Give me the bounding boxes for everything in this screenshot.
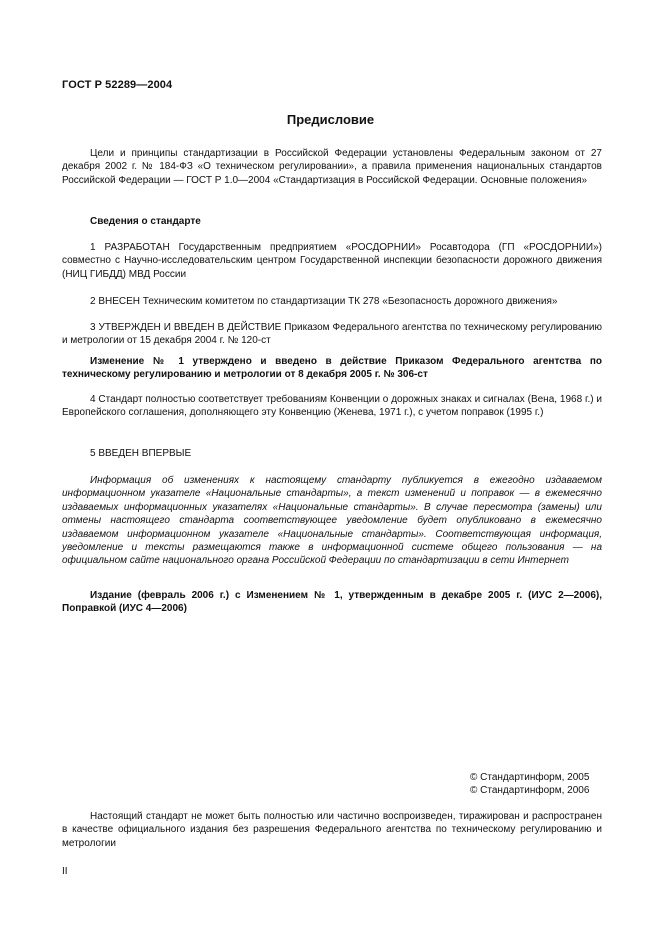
notice-paragraph: Информация об изменениях к настоящему стандарту публикуется в ежегодно издаваемом информационном указателе «Национальные стандарты», а текст изменений и поправок — в ежемесячно издаваемых информационных указателях «Национальные стандарты». В случае пересмотра (замены) или отмены настоящего стандарта соответствующее уведомление будет опубликовано в ежемесячно издаваемом информационном указателе «Национальные стандарты». Соответствующая информация, уведомление и тексты размещаются также в информационной системе общего пользования — на официальном сайте национального органа Российской Федерации по стандартизации в сети Интернет (62, 475, 602, 567)
paragraph-1: 1 РАЗРАБОТАН Государственным предприятием «РОСДОРНИИ» Росавтодора (ГП «РОСДОРНИИ») совместно с Научно-исследовательским центром Государственной инспекции безопасности дорожного движения (НИЦ ГИБДД) МВД России (62, 242, 602, 280)
amendment-paragraph: Изменение № 1 утверждено и введено в действие Приказом Федерального агентства по техническому регулированию и метрологии от 8 декабря 2005 г. № 306-ст (62, 356, 602, 381)
paragraph-2: 2 ВНЕСЕН Техническим комитетом по стандартизации ТК 278 «Безопасность дорожного движения» (90, 296, 558, 307)
copyright-block (470, 771, 589, 798)
page-title: Предисловие (286, 112, 375, 127)
edition-paragraph: Издание (февраль 2006 г.) с Изменением № 1, утвержденным в декабре 2005 г. (ИУС 2—2006), Поправкой (ИУС 4—2006) (62, 590, 602, 615)
paragraph-4: 4 Стандарт полностью соответствует требованиям Конвенции о дорожных знаках и сигналах (Вена, 1968 г.) и Европейского соглашения, дополняющего эту Конвенцию (Женева, 1971 г.), с учетом поправок (1995 г.) (62, 394, 602, 419)
paragraph-5: 5 ВВЕДЕН ВПЕРВЫЕ (90, 448, 192, 459)
copyright-line-1: © Стандартинформ, 2005 (470, 772, 590, 783)
paragraph-3: 3 УТВЕРЖДЕН И ВВЕДЕН В ДЕЙСТВИЕ Приказом Федерального агентства по техническому регулированию и метрологии от 15 декабря 2004 г. № 120-ст (62, 322, 602, 347)
page-number: II (62, 866, 68, 877)
info-heading: Сведения о стандарте (90, 216, 201, 227)
legal-notice: Настоящий стандарт не может быть полностью или частично воспроизведен, тиражирован и распространен в качестве официального издания без разрешения Федерального агентства по техническому регулированию и метрологии (62, 811, 602, 849)
intro-paragraph: Цели и принципы стандартизации в Российской Федерации установлены Федеральным законом от 27 декабря 2002 г. № 184-ФЗ «О техническом регулировании», а правила применения национальных стандартов Российской Федерации — ГОСТ Р 1.0—2004 «Стандартизация в Российской Федерации. Основные положения» (62, 148, 602, 186)
copyright-line-2: © Стандартинформ, 2006 (470, 785, 590, 797)
document-header: ГОСТ Р 52289—2004 (62, 79, 173, 91)
